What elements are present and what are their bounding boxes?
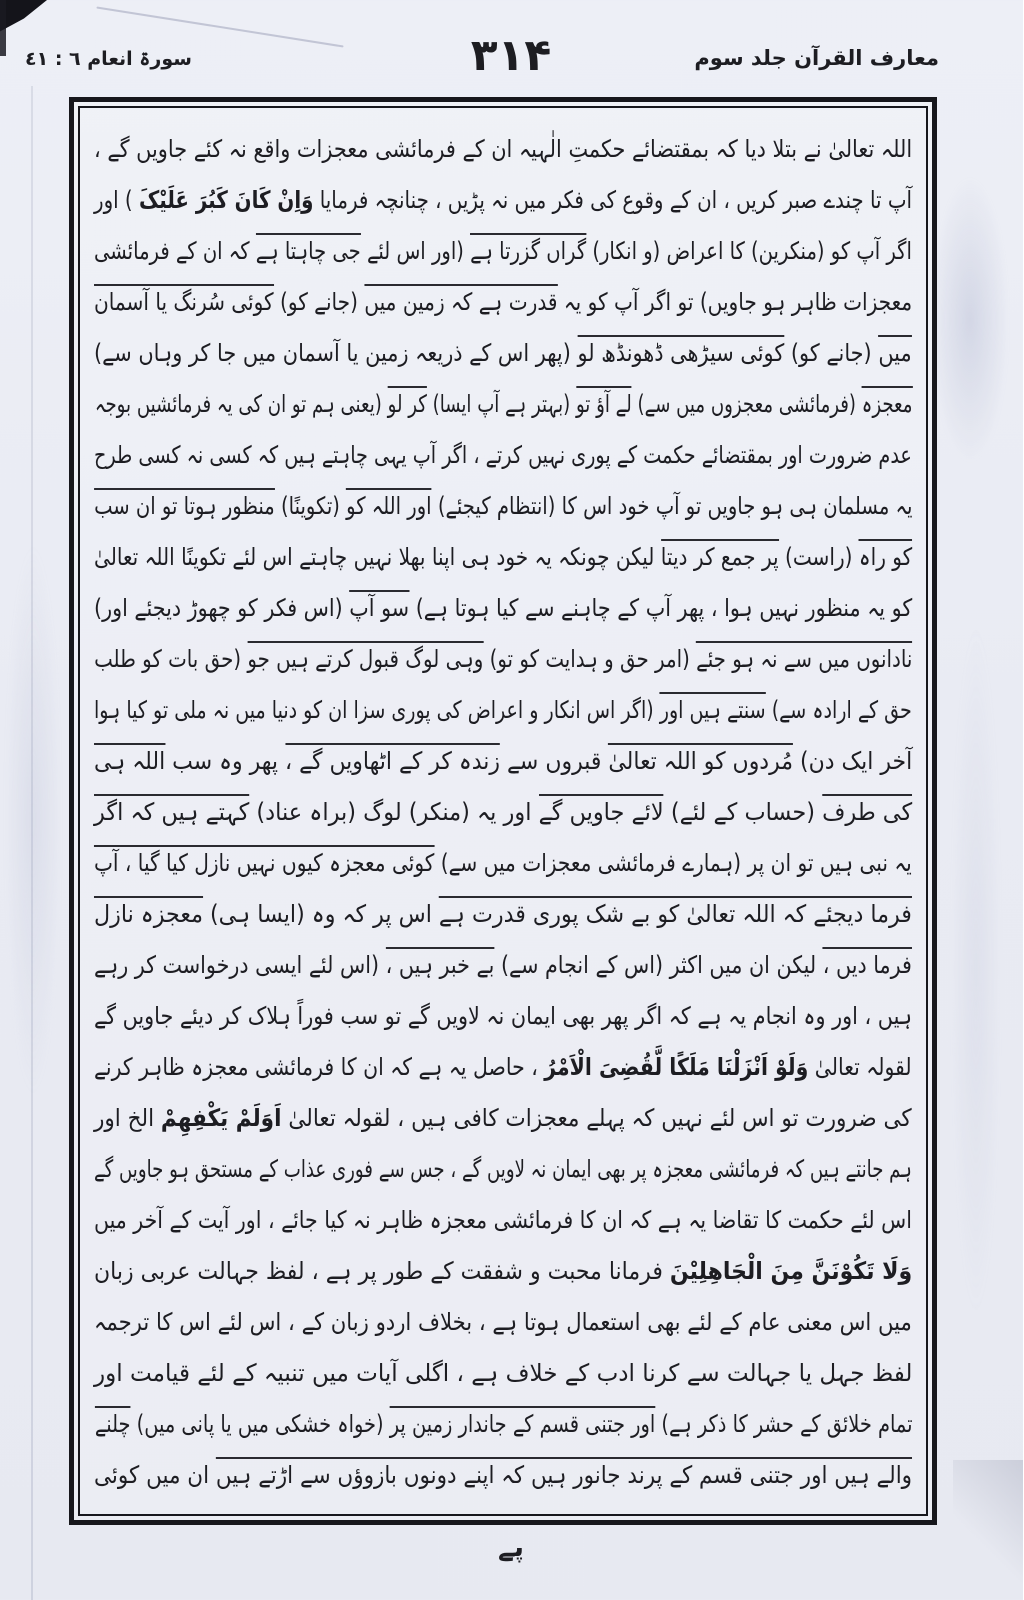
- quran-quote-segment: اَوَلَمْ یَکْفِهِمْ: [162, 1104, 283, 1132]
- text-line-content: [95, 379, 913, 430]
- overlined-translation-segment: چلنے: [95, 1406, 131, 1438]
- text-line-content: [95, 226, 913, 277]
- book-title: معارف القرآن جلد سوم: [695, 46, 940, 70]
- text-line: [95, 634, 913, 685]
- text-line-content: [95, 1450, 913, 1501]
- text-line-content: [95, 1144, 913, 1195]
- text-segment: یہ نبی ہیں تو ان پر (ہمارے فرمائشی معجزات میں سے): [435, 849, 913, 877]
- catchword: پے: [499, 1532, 525, 1563]
- text-segment: ) اور: [95, 186, 140, 214]
- overlined-translation-segment: سو آپ: [350, 590, 410, 622]
- text-line: [95, 481, 913, 532]
- text-line-content: [95, 787, 913, 838]
- overlined-translation-segment: کی طرف: [823, 794, 913, 826]
- text-line: [95, 889, 913, 940]
- overlined-translation-segment: کہتے ہیں کہ اگر: [95, 794, 250, 826]
- text-segment: آخر ایک دن): [793, 747, 913, 775]
- text-line: [95, 532, 913, 583]
- overlined-translation-segment: جی چاہتا ہے: [257, 233, 362, 265]
- text-segment: (راست): [779, 543, 860, 571]
- overlined-translation-segment: معجزہ: [862, 386, 913, 418]
- overlined-translation-segment: پر جمع کر دیتا: [662, 539, 780, 571]
- text-line: [95, 277, 913, 328]
- text-line: [95, 685, 913, 736]
- text-segment: (خواہ خشکی میں یا پانی میں): [131, 1410, 391, 1438]
- text-frame-inner: [79, 106, 929, 1516]
- text-line-content: [95, 1042, 913, 1093]
- overlined-translation-segment: کر لو: [388, 386, 427, 418]
- text-line-content: [95, 583, 913, 634]
- overlined-translation-segment: فرما دیجئے کہ اللہ تعالیٰ کو بے شک پوری قدرت ہے: [440, 896, 913, 928]
- commentary-text: [95, 124, 913, 1501]
- text-line-content: [95, 1093, 913, 1144]
- text-segment: (تکوینًا): [275, 492, 347, 520]
- text-line-content: [95, 685, 913, 736]
- overlined-translation-segment: سنتے ہیں اور: [661, 692, 767, 724]
- text-segment: کی ضرورت تو اس لئے نہیں کہ پہلے معجزات کافی ہیں ، لقولہ تعالیٰ: [282, 1104, 913, 1132]
- text-segment: حق کے ارادہ سے): [766, 696, 913, 724]
- text-segment: (جانے کو): [785, 339, 880, 367]
- overlined-translation-segment: مُردوں کو اللہ تعالیٰ: [609, 743, 794, 775]
- text-line: [95, 1195, 913, 1246]
- text-segment: (پھر اس کے ذریعہ زمین یا آسمان میں جا کر وہاں سے): [95, 339, 579, 367]
- text-segment: (اور اس لئے: [361, 237, 472, 265]
- text-line-content: [95, 1348, 913, 1399]
- ink-bleedthrough: [952, 620, 1002, 1320]
- text-segment: معجزات ظاہر ہو جاویں) تو اگر آپ کو یہ: [558, 288, 913, 316]
- overlined-translation-segment: لے آؤ تو: [576, 386, 632, 418]
- text-line: [95, 175, 913, 226]
- text-line-content: [95, 328, 913, 379]
- text-segment: اور یہ (منکر) لوگ (براہ عناد): [250, 798, 540, 826]
- quran-quote-segment: وَاِنْ کَانَ کَبُرَ عَلَیْکَ: [139, 186, 315, 214]
- text-segment: لقولہ تعالیٰ: [809, 1053, 913, 1081]
- text-line-content: [95, 634, 913, 685]
- text-segment: یہ مسلمان ہی ہو جاویں تو آپ خود اس کا (انتظام کیجئے): [432, 492, 913, 520]
- text-segment: (اس لئے ایسی درخواست کر رہے: [95, 951, 387, 979]
- overlined-translation-segment: میں: [880, 335, 913, 367]
- text-line: [95, 1144, 913, 1195]
- text-segment: پھر وہ سب: [165, 747, 286, 775]
- overlined-translation-segment: اللہ ہی: [95, 743, 166, 775]
- text-segment: (بہتر ہے آپ ایسا): [427, 390, 577, 418]
- text-segment: عدم ضرورت اور بمقتضائے حکمت کے پوری نہیں کرتے ، اگر آپ یہی چاہتے ہیں کہ کسی نہ کسی طرح: [95, 441, 913, 469]
- quran-quote-segment: وَلَوْ اَنْزَلْنَا مَلَکًا لَّقُضِیَ الْاَمْرُ: [545, 1053, 810, 1081]
- overlined-translation-segment: کوئی سیڑھی ڈھونڈھ لو: [579, 335, 786, 367]
- text-line: [95, 991, 913, 1042]
- text-segment: میں اس معنی عام کے لئے بھی استعمال ہوتا ہے ، بخلاف اردو زبان کے ، اس لئے اس کا ترجمہ: [95, 1308, 913, 1336]
- text-line-content: [95, 736, 913, 787]
- text-line-content: [95, 1246, 913, 1297]
- text-segment: (یعنی ہم تو ان کی یہ فرمائشیں بوجہ: [95, 390, 389, 418]
- text-segment: آپ تا چندے صبر کریں ، ان کے وقوع کی فکر میں نہ پڑیں ، چنانچہ فرمایا: [314, 186, 913, 214]
- overlined-translation-segment: اور جتنی قسم کے جاندار زمین پر: [390, 1406, 656, 1438]
- overlined-translation-segment: نادانوں میں سے نہ ہو جئے: [697, 641, 913, 673]
- overlined-translation-segment: قدرت ہے کہ زمین میں: [365, 284, 558, 316]
- text-line-content: [95, 991, 913, 1042]
- text-line-content: [95, 532, 913, 583]
- text-segment: کہ ان کے فرمائشی: [95, 237, 257, 265]
- text-line: [95, 1297, 913, 1348]
- surah-reference: سورۃ انعام ٦ : ٤١: [26, 48, 193, 70]
- text-segment: اس پر کہ وہ (ایسا ہی): [204, 900, 441, 928]
- overlined-translation-segment: زندہ کر کے اٹھاویں گے ،: [286, 743, 501, 775]
- text-line: [95, 226, 913, 277]
- text-line: [95, 583, 913, 634]
- text-segment: لیکن ان میں اکثر (اس کے انجام سے): [495, 951, 824, 979]
- text-line-content: [95, 838, 913, 889]
- overlined-translation-segment: معجزہ نازل: [95, 896, 204, 928]
- overlined-translation-segment: والے ہیں اور جتنی قسم کے پرند جانور ہیں کہ اپنے دونوں بازوؤں سے اڑتے ہیں: [217, 1457, 913, 1489]
- text-segment: اس لئے حکمت کا تقاضا یہ ہے کہ ان کا فرمائشی معجزہ ظاہر نہ کیا جائے ، اور آیت کے آخر میں: [95, 1206, 913, 1234]
- text-line: [95, 940, 913, 991]
- text-line-content: [95, 1297, 913, 1348]
- text-line: [95, 787, 913, 838]
- text-line-content: [95, 1195, 913, 1246]
- page-corner-shadow: [954, 1460, 1024, 1600]
- text-line: [95, 1450, 913, 1501]
- overlined-translation-segment: لائے جاویں گے: [539, 794, 664, 826]
- overlined-translation-segment: اور اللہ کو: [347, 488, 432, 520]
- text-segment: (حق بات کو طلب: [94, 645, 248, 673]
- text-line-content: [95, 175, 913, 226]
- text-line-content: [95, 277, 913, 328]
- text-segment: کو یہ منظور نہیں ہوا ، پھر آپ کے چاہنے سے کیا ہوتا ہے): [409, 594, 913, 622]
- page-number: ۳۱۴: [471, 30, 553, 81]
- text-segment: فرمانا محبت و شفقت کے طور پر ہے ، لفظ جہالت عربی زبان: [94, 1257, 671, 1285]
- scan-corner-mark: [0, 0, 48, 32]
- text-line: [95, 124, 913, 175]
- text-line: [95, 736, 913, 787]
- text-line-content: [95, 430, 913, 481]
- text-line: [95, 328, 913, 379]
- text-segment: لفظ جہل یا جہالت سے کرنا ادب کے خلاف ہے ، اگلی آیات میں تنبیہ کے لئے قیامت اور: [94, 1359, 913, 1387]
- text-segment: اللہ تعالیٰ نے بتلا دیا کہ بمقتضائے حکمتِ الٰہیہ ان کے فرمائشی معجزات واقع نہ کئے جاویں گے ،: [94, 135, 913, 163]
- text-line-content: [95, 889, 913, 940]
- overlined-translation-segment: فرما دیں ،: [824, 947, 913, 979]
- overlined-translation-segment: کوئی سُرنگ یا آسمان: [95, 284, 275, 316]
- overlined-translation-segment: بے خبر ہیں ،: [387, 947, 496, 979]
- text-segment: (فرمائشی معجزوں میں سے): [632, 390, 863, 418]
- text-segment: ، حاصل یہ ہے کہ ان کا فرمائشی معجزہ ظاہر کرنے: [95, 1053, 546, 1081]
- text-line: [95, 1246, 913, 1297]
- text-frame-outer: [70, 97, 938, 1525]
- text-segment: (حساب کے لئے): [664, 798, 823, 826]
- text-segment: لیکن چونکہ یہ خود ہی اپنا بھلا نہیں چاہتے اس لئے تکوینًا اللہ تعالیٰ: [94, 543, 662, 571]
- ink-bleedthrough: [932, 175, 1010, 465]
- text-segment: اگر آپ کو (منکرین) کا اعراض (و انکار): [587, 237, 913, 265]
- text-line: [95, 1348, 913, 1399]
- text-segment: ہیں ، اور وہ انجام یہ ہے کہ اگر پھر بھی ایمان نہ لاویں گے تو سب فوراً ہلاک کر دیئے جاویں گے: [95, 1002, 913, 1030]
- text-line: [95, 1399, 913, 1450]
- text-segment: تمام خلائق کے حشر کا ذکر ہے): [655, 1410, 913, 1438]
- text-segment: قبروں سے: [500, 747, 610, 775]
- text-segment: الخ اور: [95, 1104, 163, 1132]
- text-line-content: [95, 940, 913, 991]
- overlined-translation-segment: منظور ہوتا تو ان سب: [95, 488, 276, 520]
- text-segment: ہم جانتے ہیں کہ فرمائشی معجزہ پر بھی ایمان نہ لاویں گے ، جس سے فوری عذاب کے مستحق ہو جاویں گے: [95, 1155, 913, 1183]
- text-line: [95, 430, 913, 481]
- text-segment: ان میں کوئی: [94, 1461, 217, 1489]
- text-line: [95, 1042, 913, 1093]
- text-line-content: [95, 481, 913, 532]
- text-line: [95, 1093, 913, 1144]
- quran-quote-segment: وَلَا تَکُوْنَنَّ مِنَ الْجَاهِلِیْنَ: [670, 1257, 913, 1285]
- text-segment: (اگر اس انکار و اعراض کی پوری سزا ان کو دنیا میں نہ ملی تو کیا ہوا: [95, 696, 661, 724]
- text-segment: (امر حق و ہدایت کو تو): [483, 645, 697, 673]
- text-line: [95, 379, 913, 430]
- overlined-translation-segment: کو راہ: [860, 539, 913, 571]
- text-segment: (اس فکر کو چھوڑ دیجئے اور): [94, 594, 351, 622]
- text-line-content: [95, 124, 913, 175]
- text-segment: (جانے کو): [274, 288, 366, 316]
- overlined-translation-segment: وہی لوگ قبول کرتے ہیں جو: [248, 641, 484, 673]
- overlined-translation-segment: گراں گزرتا ہے: [471, 233, 587, 265]
- text-line: [95, 838, 913, 889]
- text-line-content: [95, 1399, 913, 1450]
- overlined-translation-segment: کوئی معجزہ کیوں نہیں نازل کیا گیا ، آپ: [95, 845, 435, 877]
